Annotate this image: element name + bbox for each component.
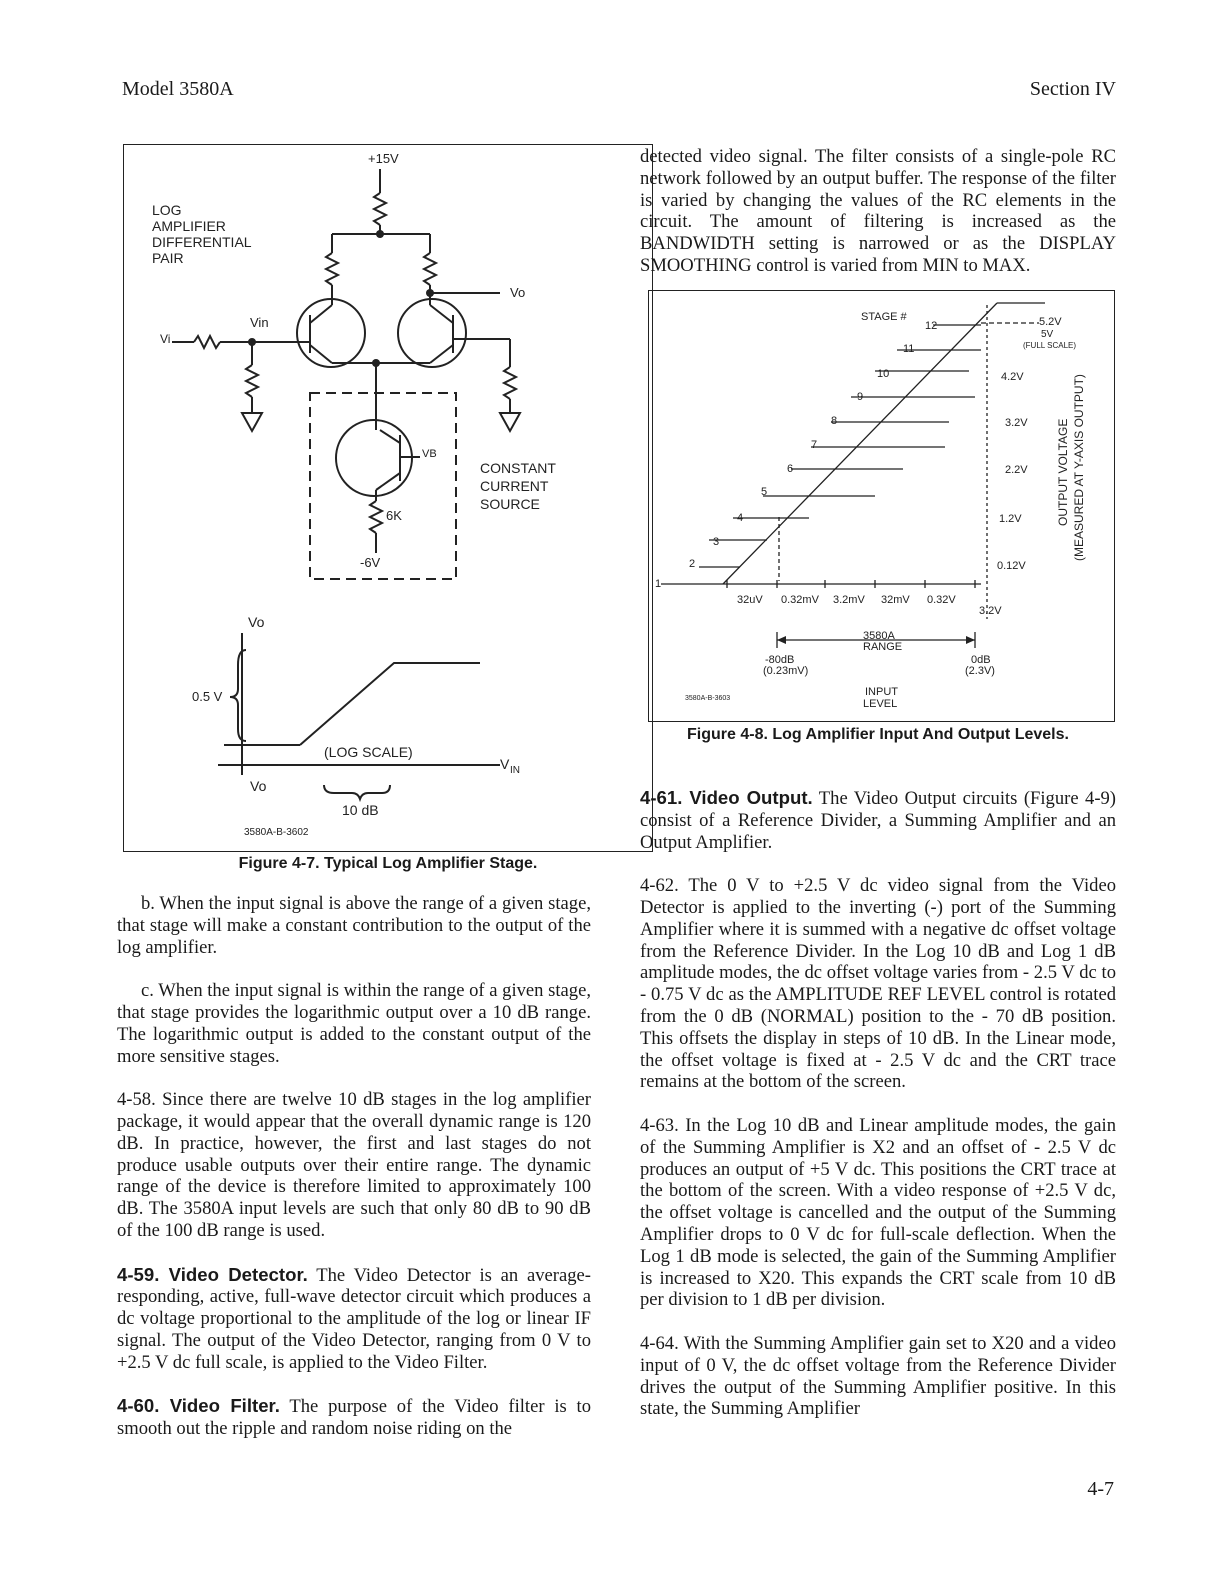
label-vin-axis: V <box>500 756 510 772</box>
out-level-0-12v: 0.12V <box>997 560 1026 572</box>
label-level: LEVEL <box>863 698 898 710</box>
label-amplifier: AMPLIFIER <box>152 218 226 234</box>
x-tick-32mv: 32mV <box>881 594 910 606</box>
stage-7: 7 <box>811 439 818 451</box>
label-log-scale: (LOG SCALE) <box>324 744 413 760</box>
right-column-top <box>640 146 1116 299</box>
paragraph-4-63: 4-63. In the Log 10 dB and Linear amplitude modes, the gain of the Summing Amplifier is X2 and an offset of - 2.5 V dc produces an output of +5 V dc. This positions the CRT trace at the bottom of the screen. With a video response of +2.5 V dc, the offset voltage is cancelled and the output of the Summing Amplifier drops to 0 V dc for full-scale deflection. When the Log 1 dB mode is selected, the gain of the Summing Amplifier is increased to X20. This expands the CRT scale from 10 dB per division to 1 dB per division. <box>640 1114 1116 1311</box>
stage-11: 11 <box>903 343 915 355</box>
x-tick-32uv: 32uV <box>737 594 763 606</box>
stage-12: 12 <box>925 320 938 332</box>
figure-4-7 <box>123 144 653 852</box>
label-vb: VB <box>422 448 437 460</box>
stage-1: 1 <box>655 578 662 590</box>
figure-4-8 <box>648 290 1115 722</box>
out-level-5-2v: 5.2V <box>1039 316 1062 328</box>
paragraph-4-61 <box>640 787 1116 853</box>
out-level-full-scale: (FULL SCALE) <box>1023 341 1077 350</box>
label-input: INPUT <box>865 686 898 698</box>
paragraph-filter-continued: detected video signal. The filter consists of a single-pole RC network followed by an output buffer. The response of the filter is varied by changing the values of the RC elements in the circuit. The amount of filtering is increased as the BANDWIDTH setting is narrowed or as the DISPLAY SMOOTHING control is varied from MIN to MAX. <box>640 146 1116 276</box>
label-vo-output: Vo <box>510 285 526 300</box>
stage-8: 8 <box>831 415 838 427</box>
label-current: CURRENT <box>480 478 549 494</box>
figure-code: 3580A-B-3602 <box>244 827 309 838</box>
stage-9: 9 <box>857 391 864 403</box>
stage-5: 5 <box>761 486 768 498</box>
label-differential: DIFFERENTIAL <box>152 234 252 250</box>
label-half-volt: 0.5 V <box>192 689 223 704</box>
figure-code: 3580A-B-3603 <box>685 695 731 702</box>
y-axis-title-output-voltage: OUTPUT VOLTAGE <box>1056 418 1070 526</box>
right-column-bottom <box>640 787 1116 1442</box>
x-tick-0-32v: 0.32V <box>927 594 956 606</box>
paragraph-4-64: 4-64. With the Summing Amplifier gain set to X20 and a video input of 0 V, the dc offset voltage from the Reference Divider drives the output of the Summing Amplifier positive. In this state, the Summing Amplifier <box>640 1332 1116 1420</box>
out-level-2-2v: 2.2V <box>1005 464 1028 476</box>
stage-2: 2 <box>689 558 696 570</box>
paragraph-c: c. When the input signal is within the range of a given stage, that stage provides the logarithmic output over a 10 dB range. The logarithmic output is added to the constant output of the more sensitive stages. <box>117 980 591 1067</box>
label-log: LOG <box>152 202 182 218</box>
label-constant: CONSTANT <box>480 460 556 476</box>
body-video-filter: The purpose of the Video filter is to smooth out the ripple and random noise riding on the <box>117 1396 591 1440</box>
x-tick-0-32mv: 0.32mV <box>781 594 819 606</box>
label-0db: 0dB <box>971 654 991 666</box>
body-video-output: The Video Output circuits (Figure 4-9) consist of a Reference Divider, a Summing Amplifier and an Output Amplifier. <box>640 788 1116 853</box>
x-tick-3-2v: 3.2V <box>979 605 1002 617</box>
out-level-3-2v: 3.2V <box>1005 417 1028 429</box>
header-section: Section IV <box>1029 78 1116 100</box>
label-plus15v: +15V <box>368 151 399 166</box>
figure-4-8-caption: Figure 4-8. Log Amplifier Input And Output Levels. <box>687 726 1069 743</box>
stage-4: 4 <box>737 512 744 524</box>
figure-4-7-caption: Figure 4-7. Typical Log Amplifier Stage. <box>238 855 538 872</box>
paragraph-4-60 <box>117 1395 591 1440</box>
label-pair: PAIR <box>152 250 184 266</box>
label-stage-header: STAGE # <box>861 311 907 323</box>
label-0db-volts: (2.3V) <box>965 665 995 677</box>
out-level-1-2v: 1.2V <box>999 513 1022 525</box>
header-model: Model 3580A <box>122 78 234 100</box>
label-source: SOURCE <box>480 496 540 512</box>
log-amplifier-schematic <box>124 145 651 850</box>
label-minus-80db-volts: (0.23mV) <box>763 665 809 677</box>
stage-6: 6 <box>787 463 794 475</box>
graph-label-vo-bottom: Vo <box>250 778 267 794</box>
stage-3: 3 <box>713 536 720 548</box>
paragraph-4-59 <box>117 1264 591 1374</box>
stage-10: 10 <box>877 368 890 380</box>
heading-video-filter: 4-60. Video Filter. <box>117 1395 280 1417</box>
paragraph-b: b. When the input signal is above the range of a given stage, that stage will make a constant contribution to the output of the log amplifier. <box>117 893 591 958</box>
label-6k: 6K <box>386 508 402 523</box>
left-column <box>117 893 591 1462</box>
body-video-detector: The Video Detector is an average-responding, active, full-wave detector circuit which produces a dc voltage proportional to the amplitude of the log or linear IF signal. The output of the Video Detector, ranging from 0 V to +2.5 V dc full scale, is applied to the Video Filter. <box>117 1264 591 1373</box>
page-number: 4-7 <box>1087 1478 1114 1500</box>
heading-video-output: 4-61. Video Output. <box>640 787 813 808</box>
log-amplifier-levels-chart <box>649 291 1113 720</box>
label-vi: Vi <box>160 332 171 346</box>
out-level-5v: 5V <box>1041 329 1054 340</box>
label-vin-subscript: IN <box>510 765 520 776</box>
paragraph-4-62: 4-62. The 0 V to +2.5 V dc video signal from the Video Detector is applied to the inverting (-) port of the Summing Amplifier where it is summed with a negative dc offset voltage from the Reference Divider. In the Log 10 dB and Log 1 dB amplitude modes, the dc offset voltage varies from - 2.5 V dc to - 0.75 V dc as the AMPLITUDE REF LEVEL control is rotated from the 0 dB (NORMAL) position to the - 70 dB position. This offsets the display in steps of 10 dB. In the Linear mode, the offset voltage is fixed at - 2.5 V dc and the CRT trace remains at the bottom of the screen. <box>640 875 1116 1093</box>
y-axis-title-measured: (MEASURED AT Y-AXIS OUTPUT) <box>1072 374 1086 561</box>
label-minus-80db: -80dB <box>765 654 795 666</box>
label-10db: 10 dB <box>342 802 379 818</box>
label-vin: Vin <box>250 315 269 330</box>
heading-video-detector: 4-59. Video Detector. <box>117 1263 308 1285</box>
out-level-4-2v: 4.2V <box>1001 371 1024 383</box>
label-minus6v: -6V <box>360 555 381 570</box>
x-tick-3-2mv: 3.2mV <box>833 594 865 606</box>
paragraph-4-58: 4-58. Since there are twelve 10 dB stages in the log amplifier package, it would appear that the overall dynamic range is 120 dB. In practice, however, the first and last stages do not produce usable outputs over their entire range. The dynamic range of the device is therefore limited to approximately 100 dB. The 3580A input levels are such that only 80 dB to 90 dB of the 100 dB range is used. <box>117 1089 591 1241</box>
label-3580a: 3580A <box>863 630 895 642</box>
graph-label-vo-top: Vo <box>248 614 265 630</box>
label-range: RANGE <box>863 641 903 653</box>
